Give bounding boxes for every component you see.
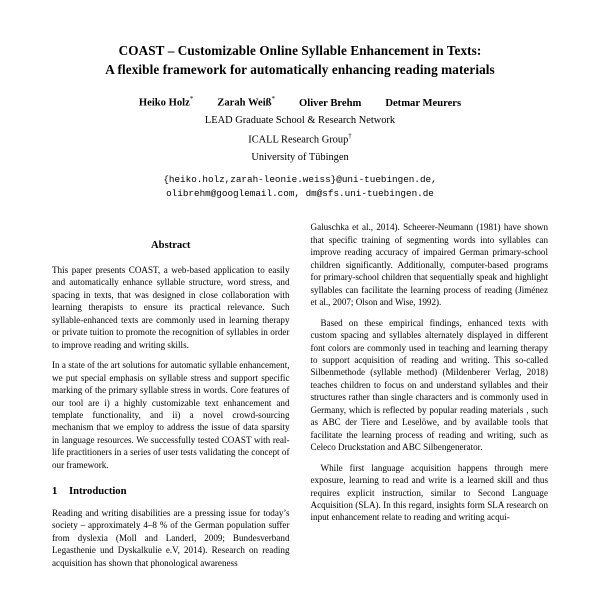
two-column-body: [52, 221, 548, 577]
author: Detmar Meurers: [385, 98, 462, 109]
abstract-paragraph: In a state of the art solutions for automatic syllable enhancement, we put special emphasis on syllable stress and support specific marking of the primary syllable stress in words. Core features of our tool are i) a highly customizable text enhancement and template functionality, and ii) a novel crowd-sourcing mechanism that we employ to address the issue of data sparsity in language resources. We successfully tested COAST with real-life practitioners in a series of user tests validating the concept of our framework.: [52, 360, 290, 470]
author-mark: *: [271, 95, 276, 104]
section-title: Introduction: [69, 486, 127, 498]
affiliation-mark: †: [348, 131, 352, 140]
right-column: [311, 221, 549, 577]
affiliation-2: ICALL Research Group†: [248, 131, 352, 146]
affiliation-1: LEAD Graduate School & Research Network: [204, 115, 396, 127]
author-mark: *: [189, 95, 194, 104]
body-paragraph: Reading and writing disabilities are a pressing issue for today’s society – approximately 4–8 % of the German population suffer from dyslexia (Moll and Landerl, 2009; Bundesverband Legasthenie und Dyskalkulie e.V, 2014). Research on reading acquisition has shown that phonological awareness: [52, 507, 290, 568]
abstract-paragraph: This paper presents COAST, a web-based application to easily and automatically enhance syllable structure, word stress, and spacing in texts, that was designed in close collaboration with learning therapists to ensure its practical relevance. Such syllable-enhanced texts are commonly used in learning therapy or private tuition to promote the recognition of syllables in order to improve reading and writing skills.: [52, 264, 290, 350]
email-line-2: olibrehm@googlemail.com, dm@sfs.uni-tuebingen.de: [166, 188, 434, 200]
affiliation-3: University of Tübingen: [251, 152, 349, 164]
body-paragraph: While first language acquisition happens through mere exposure, learning to read and write is a learned skill and thus requires explicit instruction, similar to Second Language Acquisition (SLA). In this regard, insights form SLA research on input enhancement relate to reading and writing acqui-: [310, 462, 548, 523]
author-list: [52, 94, 548, 111]
title-line-1: COAST – Customizable Online Syllable Enhancement in Texts:: [118, 43, 482, 58]
left-column: [52, 221, 290, 577]
abstract-heading: Abstract: [151, 240, 191, 252]
email-line-1: {heiko.holz,zarah-leonie.weiss}@uni-tuebingen.de,: [163, 173, 437, 185]
section-number: 1: [52, 486, 58, 498]
author: Heiko Holz*: [138, 95, 194, 109]
page-title: [52, 42, 548, 79]
author: Zarah Weiß*: [217, 95, 276, 109]
body-paragraph: Galuschka et al., 2014). Scheerer-Neumann (1981) have shown that specific training of segmenting words into syllables can improve reading accuracy of impaired German primary-school children significantly. Additionally, computer-based programs for primary-school children that sequentially speak and highlight syllables can facilitate the learning process of reading (Jiménez et al., 2007; Olson and Wise, 1992).: [310, 222, 548, 308]
author-emails: [52, 173, 548, 202]
section-heading-introduction: [52, 485, 290, 500]
title-line-2: A flexible framework for automatically enhancing reading materials: [105, 61, 495, 77]
body-paragraph: Based on these empirical findings, enhanced texts with custom spacing and syllables alternately displayed in different font colors are commonly used in teaching and learning therapy to support acquisition of reading and writing. This so-called Silbenmethode (syllable method) (Mildenberer Verlag, 2018) teaches children to focus on and understand syllables and their structures rather than single characters and is commonly used in Germany, which is reflected by popular reading materials , such as ABC der Tiere and Leselöwe, and by available tools that facilitate the learning process of reading and writing, such as Celeco Druckstation and ABC Silbengenerator.: [310, 317, 548, 453]
author: Oliver Brehm: [299, 98, 362, 109]
